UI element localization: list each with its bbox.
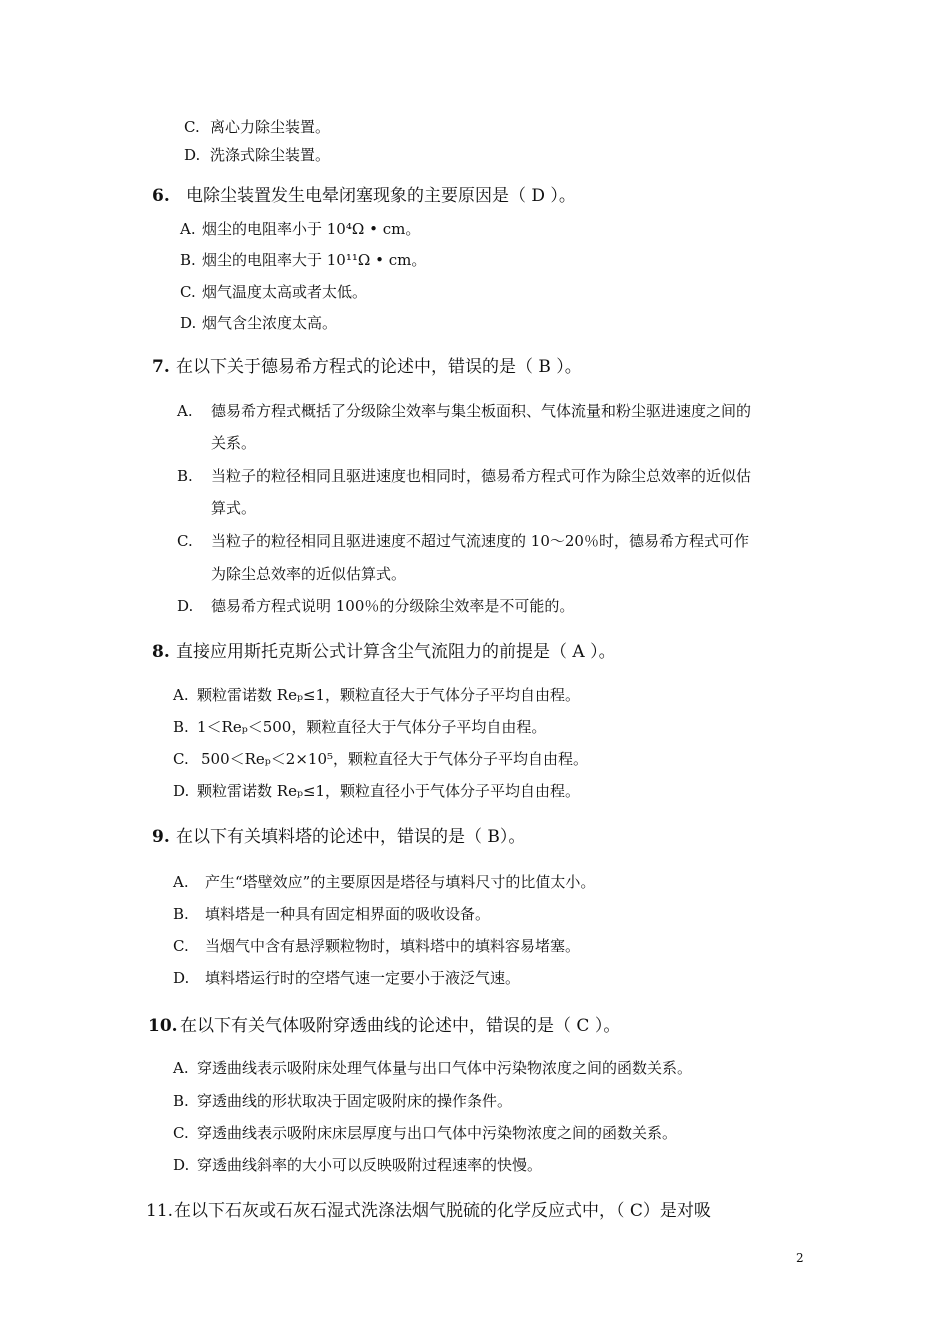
option-line <box>173 871 595 892</box>
question-text: 在以下关于德易希方程式的论述中，错误的是（ B ）。 <box>176 357 582 377</box>
option-line <box>173 903 490 924</box>
question-9 <box>152 822 525 847</box>
question-text: 电除尘装置发生电晕闭塞现象的主要原因是（ D ）。 <box>186 186 576 206</box>
option-text: 关系。 <box>211 434 257 452</box>
option-line <box>184 144 330 165</box>
option-label: B. <box>173 905 189 923</box>
option-label: A. <box>173 1059 189 1077</box>
option-line <box>173 1122 677 1143</box>
option-text: 500＜Reₚ＜2×10⁵，颗粒直径大于气体分子平均自由程。 <box>201 750 589 768</box>
option-label: B. <box>173 1092 189 1110</box>
option-label: A. <box>173 686 189 704</box>
option-text: 当粒子的粒径相同且驱进速度不超过气流速度的 10～20％时，德易希方程式可作 <box>211 532 749 550</box>
option-label: D. <box>184 146 201 164</box>
question-text: 在以下有关填料塔的论述中，错误的是（ B）。 <box>176 827 526 847</box>
option-line <box>177 400 751 421</box>
question-number: 7. <box>152 357 170 377</box>
option-text: 颗粒雷诺数 Reₚ≤1，颗粒直径小于气体分子平均自由程。 <box>197 782 581 800</box>
option-label: D. <box>173 969 190 987</box>
option-text: 为除尘总效率的近似估算式。 <box>211 565 407 583</box>
option-text: 当烟气中含有悬浮颗粒物时，填料塔中的填料容易堵塞。 <box>205 937 581 955</box>
option-text: 穿透曲线的形状取决于固定吸附床的操作条件。 <box>197 1092 513 1110</box>
option-line <box>177 595 574 616</box>
option-text: 烟尘的电阻率大于 10¹¹Ω • cm。 <box>202 251 427 269</box>
option-line <box>180 281 367 302</box>
option-text: 填料塔运行时的空塔气速一定要小于液泛气速。 <box>205 969 521 987</box>
option-text: 产生“塔壁效应”的主要原因是塔径与填料尺寸的比值太小。 <box>205 873 596 891</box>
option-label: A. <box>180 220 196 238</box>
option-text: 离心力除尘装置。 <box>210 118 331 136</box>
option-text: 洗涤式除尘装置。 <box>210 146 331 164</box>
option-text: 颗粒雷诺数 Reₚ≤1，颗粒直径大于气体分子平均自由程。 <box>197 686 581 704</box>
option-line <box>177 530 749 551</box>
question-11 <box>146 1196 711 1221</box>
option-line <box>173 780 580 801</box>
option-continuation <box>211 497 256 518</box>
option-label: C. <box>173 1124 189 1142</box>
option-line <box>173 748 588 769</box>
question-text: 在以下有关气体吸附穿透曲线的论述中，错误的是（ C ）。 <box>180 1016 621 1036</box>
option-line <box>180 312 337 333</box>
option-label: B. <box>177 467 193 485</box>
question-number: 10. <box>148 1016 178 1036</box>
option-text: 烟气含尘浓度太高。 <box>202 314 338 332</box>
question-text: 在以下石灰或石灰石湿式洗涤法烟气脱硫的化学反应式中，（ C）是对吸 <box>174 1201 711 1221</box>
option-label: D. <box>173 1156 190 1174</box>
option-continuation <box>211 563 406 584</box>
question-7 <box>152 352 582 377</box>
option-line <box>173 1154 542 1175</box>
question-8 <box>152 637 616 662</box>
question-10 <box>148 1011 620 1036</box>
question-number: 8. <box>152 642 170 662</box>
option-text: 穿透曲线斜率的大小可以反映吸附过程速率的快慢。 <box>197 1156 543 1174</box>
option-label: B. <box>180 251 196 269</box>
option-text: 填料塔是一种具有固定相界面的吸收设备。 <box>205 905 491 923</box>
question-number: 11. <box>146 1201 174 1221</box>
question-number: 6. <box>152 186 170 206</box>
option-label: B. <box>173 718 189 736</box>
option-label: C. <box>173 750 189 768</box>
option-text: 穿透曲线表示吸附床处理气体量与出口气体中污染物浓度之间的函数关系。 <box>197 1059 693 1077</box>
option-line <box>184 116 330 137</box>
option-line <box>173 684 580 705</box>
option-text: 1＜Reₚ＜500，颗粒直径大于气体分子平均自由程。 <box>197 718 547 736</box>
option-line <box>177 465 751 486</box>
option-label: A. <box>173 873 189 891</box>
option-text: 当粒子的粒径相同且驱进速度也相同时，德易希方程式可作为除尘总效率的近似估 <box>211 467 752 485</box>
option-text: 烟气温度太高或者太低。 <box>202 283 368 301</box>
option-label: C. <box>180 283 196 301</box>
option-text: 德易希方程式说明 100％的分级除尘效率是不可能的。 <box>211 597 575 615</box>
option-label: D. <box>180 314 197 332</box>
option-text: 烟尘的电阻率小于 10⁴Ω • cm。 <box>202 220 421 238</box>
question-number: 9. <box>152 827 170 847</box>
option-line <box>173 935 580 956</box>
option-label: C. <box>184 118 200 136</box>
option-line <box>173 1090 512 1111</box>
option-line <box>173 716 546 737</box>
option-label: C. <box>177 532 193 550</box>
option-text: 算式。 <box>211 499 257 517</box>
option-text: 穿透曲线表示吸附床床层厚度与出口气体中污染物浓度之间的函数关系。 <box>197 1124 678 1142</box>
option-line <box>173 967 520 988</box>
option-line <box>173 1057 692 1078</box>
option-continuation <box>211 432 256 453</box>
option-label: D. <box>177 597 194 615</box>
question-text: 直接应用斯托克斯公式计算含尘气流阻力的前提是（ A ）。 <box>176 642 616 662</box>
question-6 <box>152 181 576 206</box>
page-number: 2 <box>796 1251 804 1265</box>
option-line <box>180 218 420 239</box>
option-label: A. <box>177 402 193 420</box>
option-text: 德易希方程式概括了分级除尘效率与集尘板面积、气体流量和粉尘驱进速度之间的 <box>211 402 752 420</box>
option-label: C. <box>173 937 189 955</box>
option-line <box>180 249 426 270</box>
option-label: D. <box>173 782 190 800</box>
